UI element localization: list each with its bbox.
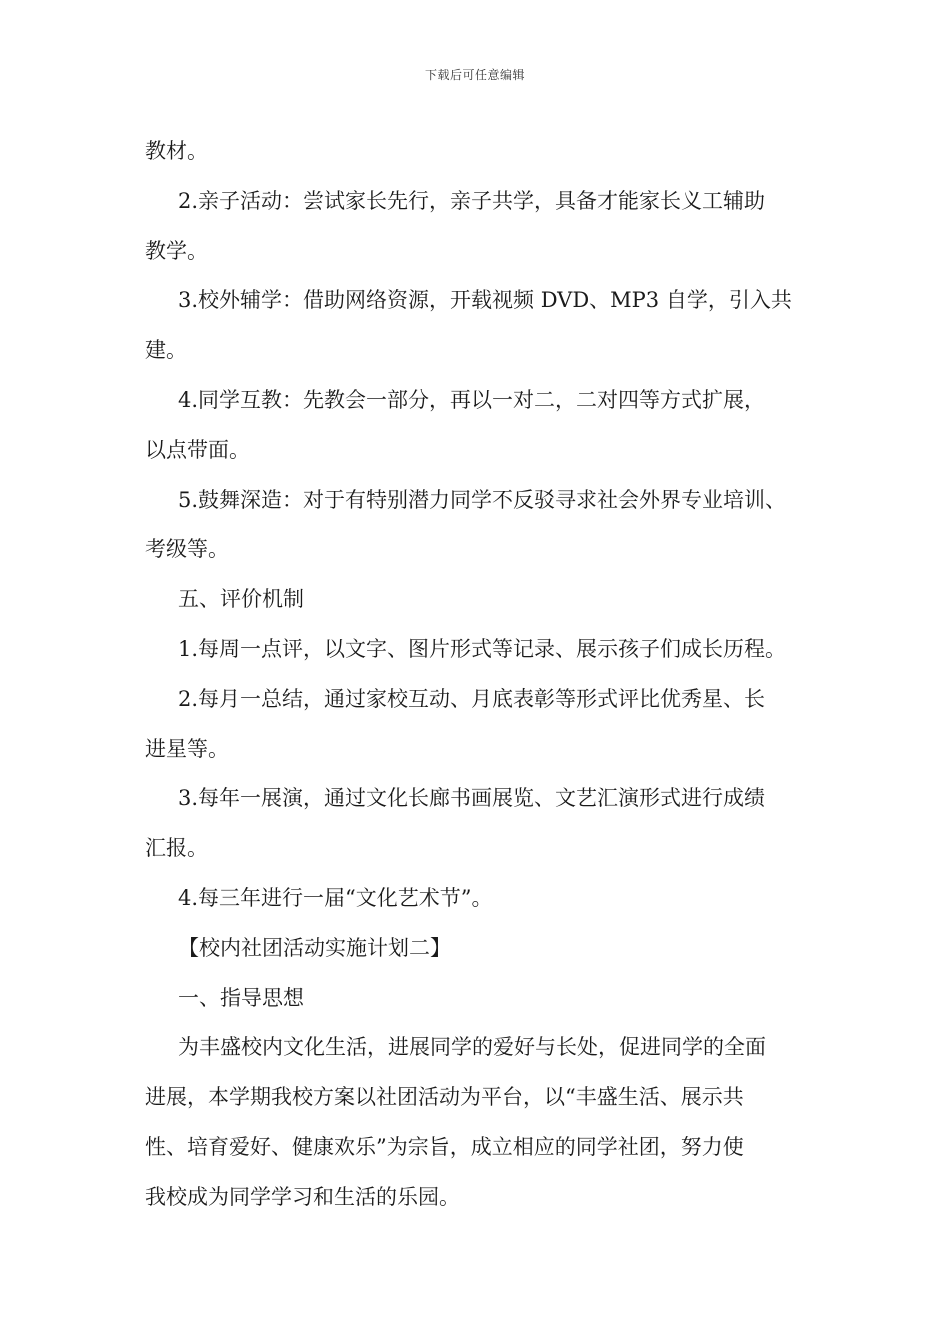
text-line: 教材。 (145, 139, 208, 163)
page-header: 下载后可任意编辑 (424, 68, 525, 82)
text-line: 以点带面。 (145, 437, 250, 462)
text-line: 建。 (145, 338, 187, 363)
text-line: 性、培育爱好、健康欢乐”为宗旨，成立相应的同学社团，努力使 (145, 1134, 744, 1159)
text-line: 3.每年一展演，通过文化长廊书画展览、文艺汇演形式进行成绩 (178, 786, 766, 811)
text-line: 教学。 (145, 238, 208, 263)
text-line: 为丰盛校内文化生活，进展同学的爱好与长处，促进同学的全面 (178, 1035, 766, 1060)
text-line: 进星等。 (145, 736, 229, 761)
document-body (145, 131, 825, 1227)
text-line: 4.同学互教：先教会一部分，再以一对二，二对四等方式扩展， (178, 387, 766, 412)
text-line: 2.每月一总结，通过家校互动、月底表彰等形式评比优秀星、长 (178, 686, 766, 711)
section-heading: 五、评价机制 (178, 587, 304, 612)
text-line: 5.鼓舞深造：对于有特别潜力同学不反驳寻求社会外界专业培训、 (178, 487, 787, 512)
text-line: 我校成为同学学习和生活的乐园。 (145, 1184, 460, 1209)
text-line: 4.每三年进行一届“文化艺术节”。 (178, 885, 493, 910)
section-heading: 一、指导思想 (178, 985, 304, 1010)
text-line: 1.每周一点评，以文字、图片形式等记录、展示孩子们成长历程。 (178, 636, 787, 661)
text-line: 2.亲子活动：尝试家长先行，亲子共学，具备才能家长义工辅助 (178, 188, 766, 213)
text-line: 3.校外辅学：借助网络资源，开载视频 DVD、MP3 自学，引入共 (178, 288, 792, 313)
text-line: 考级等。 (145, 537, 229, 562)
text-line: 汇报。 (145, 836, 208, 861)
plan-title: 【校内社团活动实施计划二】 (178, 935, 451, 960)
text-line: 进展，本学期我校方案以社团活动为平台，以“丰盛生活、展示共 (145, 1085, 744, 1110)
